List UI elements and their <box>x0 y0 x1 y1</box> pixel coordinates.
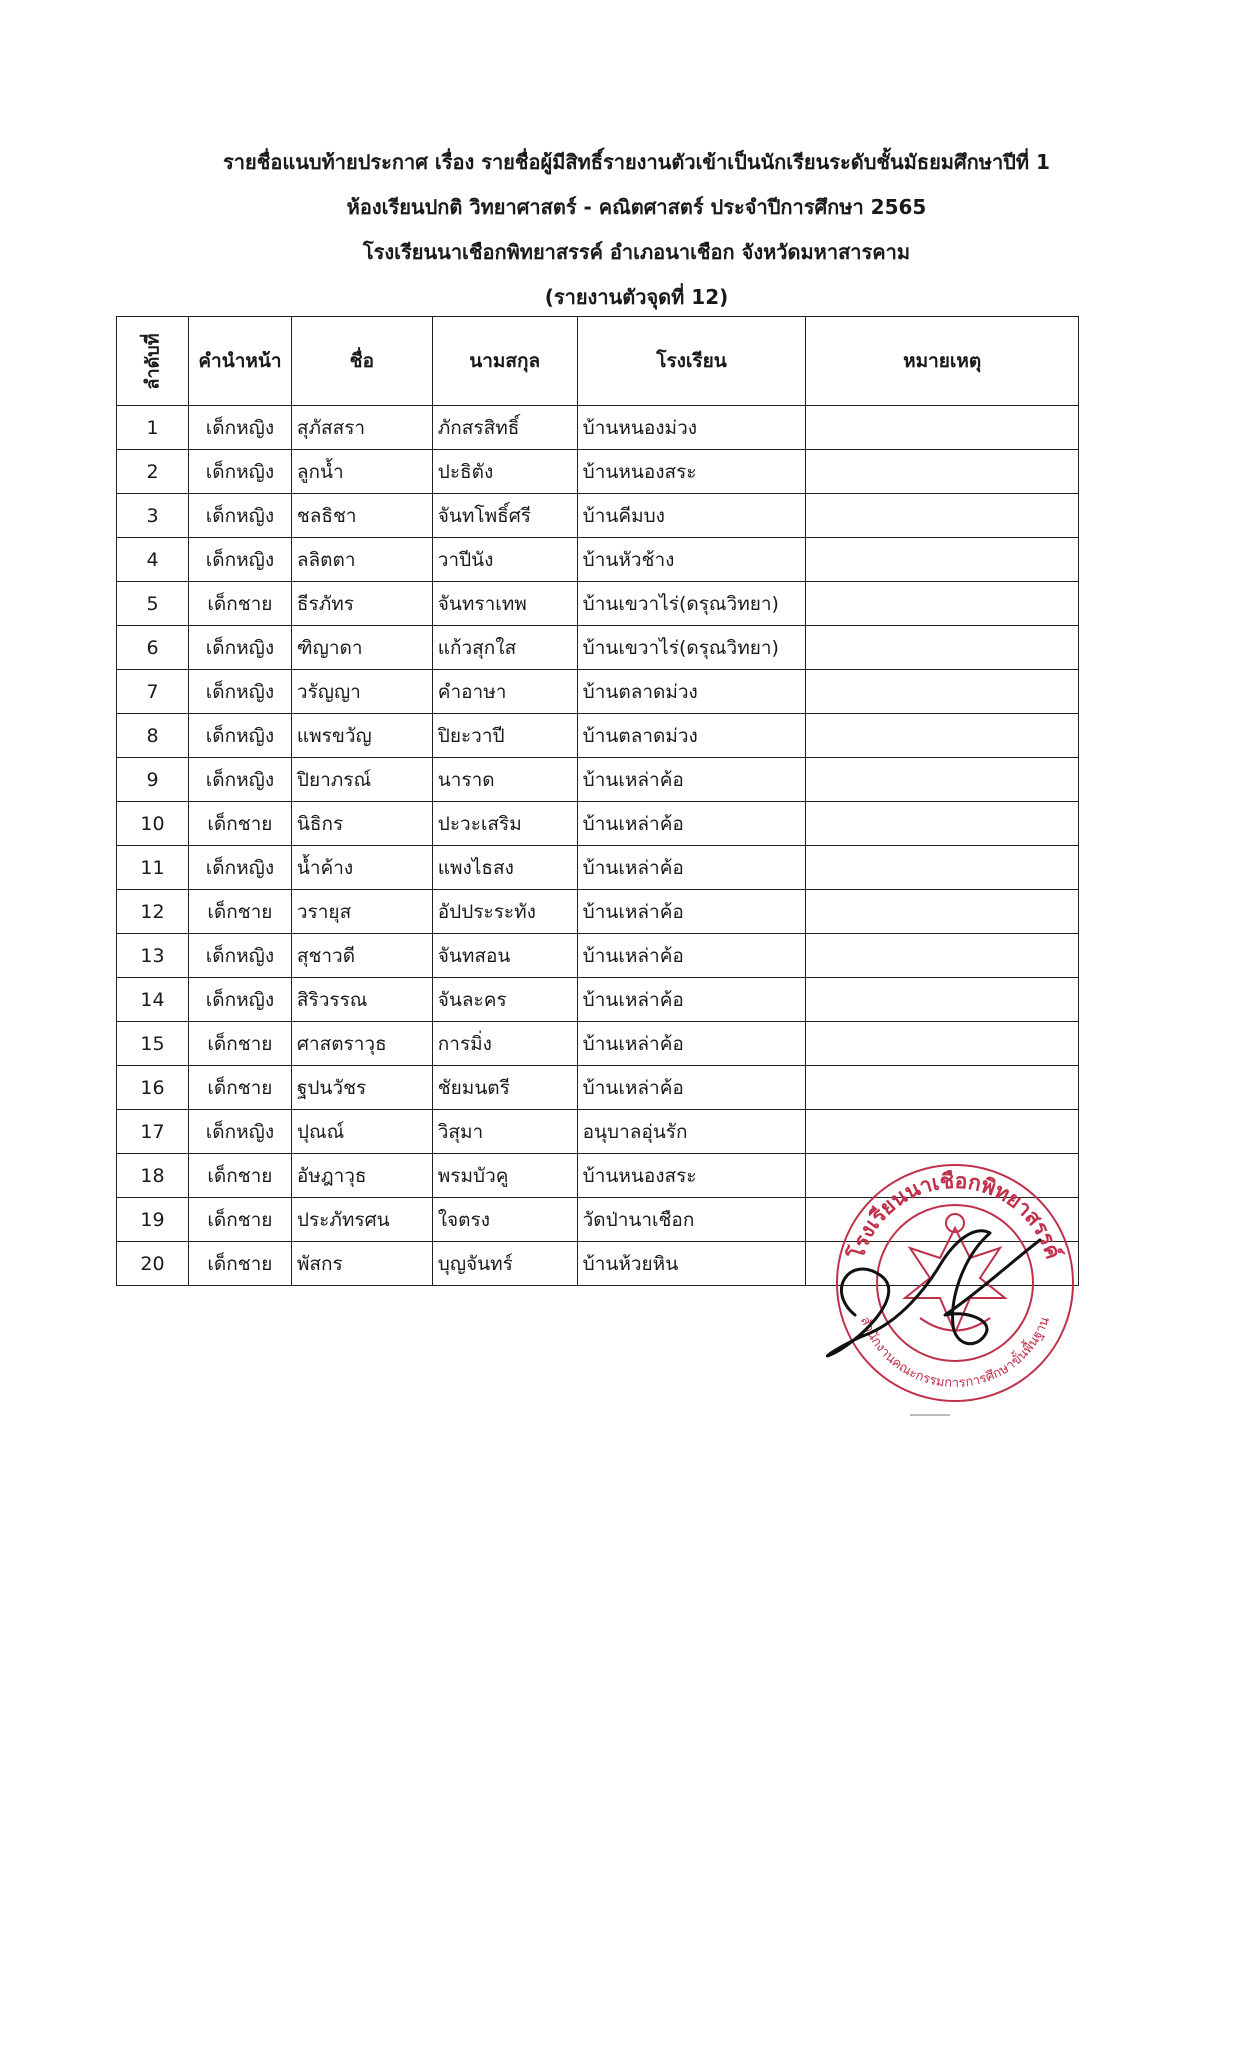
cell-last-name: จันทสอน <box>432 934 577 978</box>
cell-prefix: เด็กหญิง <box>188 714 291 758</box>
cell-first-name: สิริวรรณ <box>291 978 432 1022</box>
cell-no: 18 <box>117 1154 189 1198</box>
cell-school: บ้านเหล่าค้อ <box>577 1022 806 1066</box>
cell-last-name: ปะธิตัง <box>432 450 577 494</box>
cell-prefix: เด็กหญิง <box>188 406 291 450</box>
cell-note <box>806 934 1079 978</box>
table-row <box>117 626 1079 670</box>
cell-school: บ้านเขวาไร่(ดรุณวิทยา) <box>577 582 806 626</box>
cell-note <box>806 758 1079 802</box>
cell-no: 4 <box>117 538 189 582</box>
cell-prefix: เด็กหญิง <box>188 538 291 582</box>
seal-top-text: โรงเรียนนาเชือกพิทยาสรรค์ <box>844 1168 1066 1262</box>
cell-prefix: เด็กชาย <box>188 1154 291 1198</box>
cell-last-name: ปิยะวาปี <box>432 714 577 758</box>
table-row <box>117 890 1079 934</box>
cell-last-name: แพงไธสง <box>432 846 577 890</box>
cell-first-name: สุชาวดี <box>291 934 432 978</box>
table-row <box>117 1110 1079 1154</box>
cell-note <box>806 406 1079 450</box>
cell-note <box>806 450 1079 494</box>
cell-no: 9 <box>117 758 189 802</box>
cell-first-name: อัษฎาวุธ <box>291 1154 432 1198</box>
cell-school: บ้านตลาดม่วง <box>577 714 806 758</box>
cell-prefix: เด็กหญิง <box>188 1110 291 1154</box>
cell-school: บ้านเหล่าค้อ <box>577 758 806 802</box>
cell-prefix: เด็กชาย <box>188 1066 291 1110</box>
cell-first-name: พัสกร <box>291 1242 432 1286</box>
cell-last-name: จันทโพธิ์ศรี <box>432 494 577 538</box>
cell-last-name: ชัยมนตรี <box>432 1066 577 1110</box>
cell-school: บ้านเหล่าค้อ <box>577 846 806 890</box>
cell-note <box>806 846 1079 890</box>
cell-school: บ้านเหล่าค้อ <box>577 890 806 934</box>
cell-note <box>806 1110 1079 1154</box>
table-row <box>117 582 1079 626</box>
table-row <box>117 802 1079 846</box>
cell-prefix: เด็กชาย <box>188 582 291 626</box>
cell-note <box>806 538 1079 582</box>
cell-first-name: ลูกน้ำ <box>291 450 432 494</box>
cell-prefix: เด็กหญิง <box>188 978 291 1022</box>
table-row <box>117 406 1079 450</box>
cell-note <box>806 670 1079 714</box>
cell-note <box>806 802 1079 846</box>
seal-bottom-text: สำนักงานคณะกรรมการการศึกษาขั้นพื้นฐาน <box>856 1314 1053 1391</box>
cell-last-name: พรมบัวคู <box>432 1154 577 1198</box>
cell-no: 11 <box>117 846 189 890</box>
cell-no: 8 <box>117 714 189 758</box>
cell-first-name: สุภัสสรา <box>291 406 432 450</box>
cell-first-name: นิธิกร <box>291 802 432 846</box>
cell-last-name: แก้วสุกใส <box>432 626 577 670</box>
cell-school: บ้านคีมบง <box>577 494 806 538</box>
cell-school: บ้านหนองม่วง <box>577 406 806 450</box>
table-row <box>117 1066 1079 1110</box>
cell-school: บ้านเหล่าค้อ <box>577 978 806 1022</box>
cell-no: 5 <box>117 582 189 626</box>
cell-no: 12 <box>117 890 189 934</box>
document-header <box>0 140 1243 320</box>
table-row <box>117 1022 1079 1066</box>
cell-school: บ้านเหล่าค้อ <box>577 1066 806 1110</box>
cell-school: บ้านห้วยหิน <box>577 1242 806 1286</box>
header-note: หมายเหตุ <box>806 317 1079 406</box>
table-row <box>117 714 1079 758</box>
header-no: ลำดับที่ <box>117 317 189 406</box>
cell-note <box>806 494 1079 538</box>
cell-first-name: ชลธิชา <box>291 494 432 538</box>
header-checkpoint: (รายงานตัวจุดที่ 12) <box>544 285 729 309</box>
cell-school: วัดป่านาเชือก <box>577 1198 806 1242</box>
cell-no: 7 <box>117 670 189 714</box>
cell-note <box>806 978 1079 1022</box>
cell-no: 10 <box>117 802 189 846</box>
cell-first-name: ประภัทรศน <box>291 1198 432 1242</box>
cell-first-name: ศาสตราวุธ <box>291 1022 432 1066</box>
cell-first-name: วรัญญา <box>291 670 432 714</box>
cell-first-name: น้ำค้าง <box>291 846 432 890</box>
cell-no: 16 <box>117 1066 189 1110</box>
cell-school: บ้านเขวาไร่(ดรุณวิทยา) <box>577 626 806 670</box>
table-row <box>117 934 1079 978</box>
cell-school: บ้านเหล่าค้อ <box>577 802 806 846</box>
cell-last-name: อัปประระทัง <box>432 890 577 934</box>
cell-prefix: เด็กหญิง <box>188 494 291 538</box>
cell-school: บ้านหนองสระ <box>577 1154 806 1198</box>
table-row <box>117 494 1079 538</box>
cell-first-name: วรายุส <box>291 890 432 934</box>
cell-first-name: ธีรภัทร <box>291 582 432 626</box>
header-first-name: ชื่อ <box>291 317 432 406</box>
cell-note <box>806 714 1079 758</box>
header-last-name: นามสกุล <box>432 317 577 406</box>
cell-note <box>806 1022 1079 1066</box>
cell-first-name: ฑิญาดา <box>291 626 432 670</box>
cell-note <box>806 626 1079 670</box>
cell-prefix: เด็กหญิง <box>188 450 291 494</box>
cell-last-name: ภักสรสิทธิ์ <box>432 406 577 450</box>
cell-no: 14 <box>117 978 189 1022</box>
header-title: รายชื่อแนบท้ายประกาศ เรื่อง รายชื่อผู้มีสิทธิ์รายงานตัวเข้าเป็นนักเรียนระดับชั้นมัธยมศึกษาปีที่ 1 <box>223 150 1050 174</box>
table-row <box>117 670 1079 714</box>
cell-prefix: เด็กชาย <box>188 802 291 846</box>
cell-school: บ้านหนองสระ <box>577 450 806 494</box>
cell-last-name: จันทราเทพ <box>432 582 577 626</box>
table-row <box>117 758 1079 802</box>
cell-first-name: ฐปนวัชร <box>291 1066 432 1110</box>
student-roster-table <box>116 316 1079 1286</box>
cell-no: 20 <box>117 1242 189 1286</box>
cell-prefix: เด็กหญิง <box>188 758 291 802</box>
header-school: โรงเรียนนาเชือกพิทยาสรรค์ อำเภอนาเชือก จังหวัดมหาสารคาม <box>362 240 911 264</box>
cell-last-name: วาปีนัง <box>432 538 577 582</box>
cell-prefix: เด็กหญิง <box>188 626 291 670</box>
cell-prefix: เด็กชาย <box>188 1242 291 1286</box>
table-row <box>117 538 1079 582</box>
cell-last-name: การมิ่ง <box>432 1022 577 1066</box>
cell-last-name: จันละคร <box>432 978 577 1022</box>
cell-school: บ้านเหล่าค้อ <box>577 934 806 978</box>
header-school: โรงเรียน <box>577 317 806 406</box>
cell-no: 1 <box>117 406 189 450</box>
cell-note <box>806 890 1079 934</box>
cell-school: บ้านหัวช้าง <box>577 538 806 582</box>
cell-prefix: เด็กหญิง <box>188 846 291 890</box>
cell-last-name: วิสุมา <box>432 1110 577 1154</box>
cell-no: 3 <box>117 494 189 538</box>
scan-mark <box>910 1414 950 1416</box>
cell-prefix: เด็กชาย <box>188 1022 291 1066</box>
table-header-row <box>117 317 1079 406</box>
signature <box>815 1195 1045 1375</box>
cell-note <box>806 582 1079 626</box>
cell-prefix: เด็กชาย <box>188 1198 291 1242</box>
cell-no: 15 <box>117 1022 189 1066</box>
cell-no: 13 <box>117 934 189 978</box>
cell-first-name: ปิยาภรณ์ <box>291 758 432 802</box>
cell-school: บ้านตลาดม่วง <box>577 670 806 714</box>
cell-prefix: เด็กหญิง <box>188 670 291 714</box>
cell-no: 17 <box>117 1110 189 1154</box>
cell-no: 2 <box>117 450 189 494</box>
table-row <box>117 846 1079 890</box>
cell-prefix: เด็กหญิง <box>188 934 291 978</box>
cell-first-name: แพรขวัญ <box>291 714 432 758</box>
cell-last-name: ปะวะเสริม <box>432 802 577 846</box>
header-program: ห้องเรียนปกติ วิทยาศาสตร์ - คณิตศาสตร์ ประจำปีการศึกษา 2565 <box>346 195 927 219</box>
cell-no: 19 <box>117 1198 189 1242</box>
cell-last-name: ใจตรง <box>432 1198 577 1242</box>
cell-first-name: ลลิตตา <box>291 538 432 582</box>
header-prefix: คำนำหน้า <box>188 317 291 406</box>
table-row <box>117 978 1079 1022</box>
cell-prefix: เด็กชาย <box>188 890 291 934</box>
cell-last-name: บุญจันทร์ <box>432 1242 577 1286</box>
cell-last-name: นาราด <box>432 758 577 802</box>
cell-school: อนุบาลอุ่นรัก <box>577 1110 806 1154</box>
cell-no: 6 <box>117 626 189 670</box>
cell-note <box>806 1066 1079 1110</box>
table-row <box>117 450 1079 494</box>
cell-first-name: ปุณณ์ <box>291 1110 432 1154</box>
cell-last-name: คำอาษา <box>432 670 577 714</box>
